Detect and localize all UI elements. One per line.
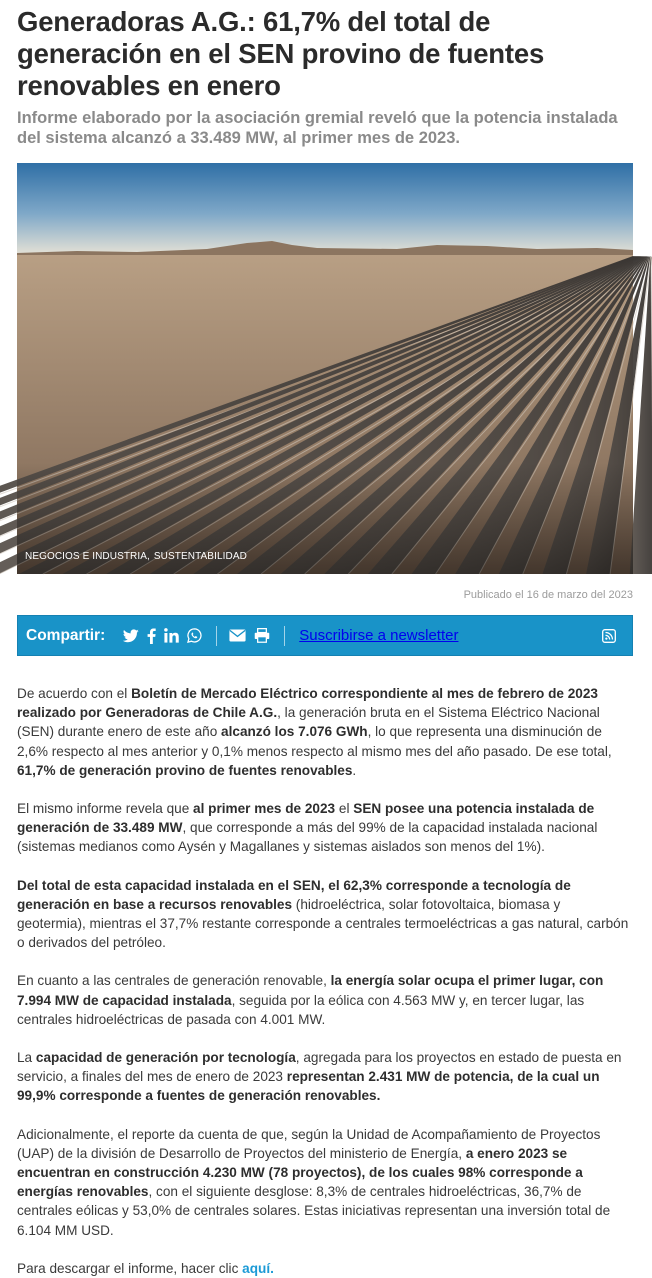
share-bar (17, 615, 633, 656)
text-run: . (352, 762, 357, 778)
bold-run: Boletín de Mercado Eléctrico correspondiente al mes de febrero de 2023 realizado por Generadoras de Chile A.G. (17, 686, 598, 721)
bold-run: a enero 2023 se encuentran en construcción 4.230 MW (78 proyectos), de los cuales 98% corresponde a energías renovables (17, 1145, 583, 1200)
tag-separator: , (147, 551, 150, 562)
text-run: Para descargar el informe, hacer clic (17, 1260, 243, 1276)
paragraph-2 (17, 799, 631, 857)
publish-date: Publicado el 16 de marzo del 2023 (463, 589, 633, 601)
bold-run: representan 2.431 MW de potencia, de la cual un 99,9% corresponde a fuentes de generación renovables. (17, 1069, 600, 1104)
paragraph-7 (17, 1259, 631, 1278)
tag-sustentabilidad[interactable]: SUSTENTABILIDAD (153, 551, 247, 562)
text-run: , con el siguiente desglose: 8,3% de centrales hidroeléctricas, 36,7% de centrales eólicas y 53,0% de centrales solares. Estas iniciativas representan una inversión total de 6.104 MM USD. (17, 1184, 611, 1238)
email-icon[interactable] (229, 629, 246, 642)
article-subtitle: Informe elaborado por la asociación gremial reveló que la potencia instalada del sistema alcanzó a 33.489 MW, al primer mes de 2023. (17, 109, 618, 147)
solar-field-illustration (17, 163, 633, 574)
paragraph-6 (17, 1125, 631, 1240)
share-label: Compartir: (26, 626, 106, 644)
text-run: (hidroeléctrica, solar fotovoltaica, biomasa y geotermia), mientras el 37,7% restante corresponde a centrales termoeléctricas a gas natural, carbón o derivados del petróleo. (17, 896, 629, 951)
text-run: De acuerdo con el (17, 686, 132, 701)
linkedin-icon[interactable] (164, 628, 179, 643)
share-divider-2 (284, 626, 285, 646)
text-run: , agregada para los proyectos en estado de puesta en servicio, a finales del mes de enero de 2023 (17, 1050, 622, 1085)
text-run: el (335, 801, 354, 817)
text-run: , la generación bruta en el Sistema Eléctrico Nacional (SEN) durante enero de este año (17, 705, 600, 740)
text-run: El mismo informe revela que (17, 801, 194, 817)
print-icon[interactable] (254, 628, 270, 643)
text-run: , que corresponde a más del 99% de la capacidad instalada nacional (sistemas medianos como Aysén y Magallanes y sistemas aislados son menos del 1%). (17, 820, 598, 855)
facebook-icon[interactable] (147, 628, 156, 644)
bold-run: capacidad de generación por tecnología (35, 1050, 296, 1066)
paragraph-5 (17, 1048, 631, 1106)
article-body (17, 684, 633, 1278)
bold-run: al primer mes de 2023 (193, 801, 336, 817)
bold-run: alcanzó los 7.076 GWh (221, 724, 368, 740)
text-run: En cuanto a las centrales de generación renovable, (17, 973, 331, 989)
text-run: , lo que representa una disminución de 2,6% respecto al mes anterior y 0,1% menos respecto al mismo mes del año pasado. De ese total, (17, 724, 612, 759)
tag-negocios-industria[interactable]: NEGOCIOS E INDUSTRIA (25, 551, 148, 562)
twitter-icon[interactable] (123, 629, 139, 643)
text-run: , seguida por la eólica con 4.563 MW y, en tercer lugar, las centrales hidroeléctricas de pasada con 4.001 MW. (17, 992, 585, 1027)
bold-run: SEN posee una potencia instalada de generación de 33.489 MW (17, 801, 595, 836)
text-run: La (17, 1050, 36, 1066)
hero-image (17, 163, 633, 574)
article-tags (25, 551, 247, 562)
bold-run: Del total de esta capacidad instalada en el SEN, el 62,3% corresponde a tecnología de generación en base a recursos renovables (17, 877, 571, 912)
paragraph-1 (17, 684, 631, 780)
newsletter-link[interactable]: Suscribirse a newsletter (299, 627, 459, 644)
bold-run: la energía solar ocupa el primer lugar, con 7.994 MW de capacidad instalada (17, 973, 604, 1008)
article-title: Generadoras A.G.: 61,7% del total de generación en el SEN provino de fuentes renovables en enero (17, 6, 545, 101)
bold-run: 61,7% de generación provino de fuentes renovables (17, 762, 353, 778)
share-divider (216, 626, 217, 646)
paragraph-3 (17, 876, 631, 953)
download-report-link[interactable]: aquí. (242, 1260, 274, 1276)
text-run: Adicionalmente, el reporte da cuenta de que, según la Unidad de Acompañamiento de Proyectos (UAP) de la división de Desarrollo de Proyectos del ministerio de Energía, (17, 1126, 601, 1161)
whatsapp-icon[interactable] (187, 628, 202, 643)
paragraph-4 (17, 971, 631, 1029)
rss-icon[interactable] (602, 629, 616, 643)
